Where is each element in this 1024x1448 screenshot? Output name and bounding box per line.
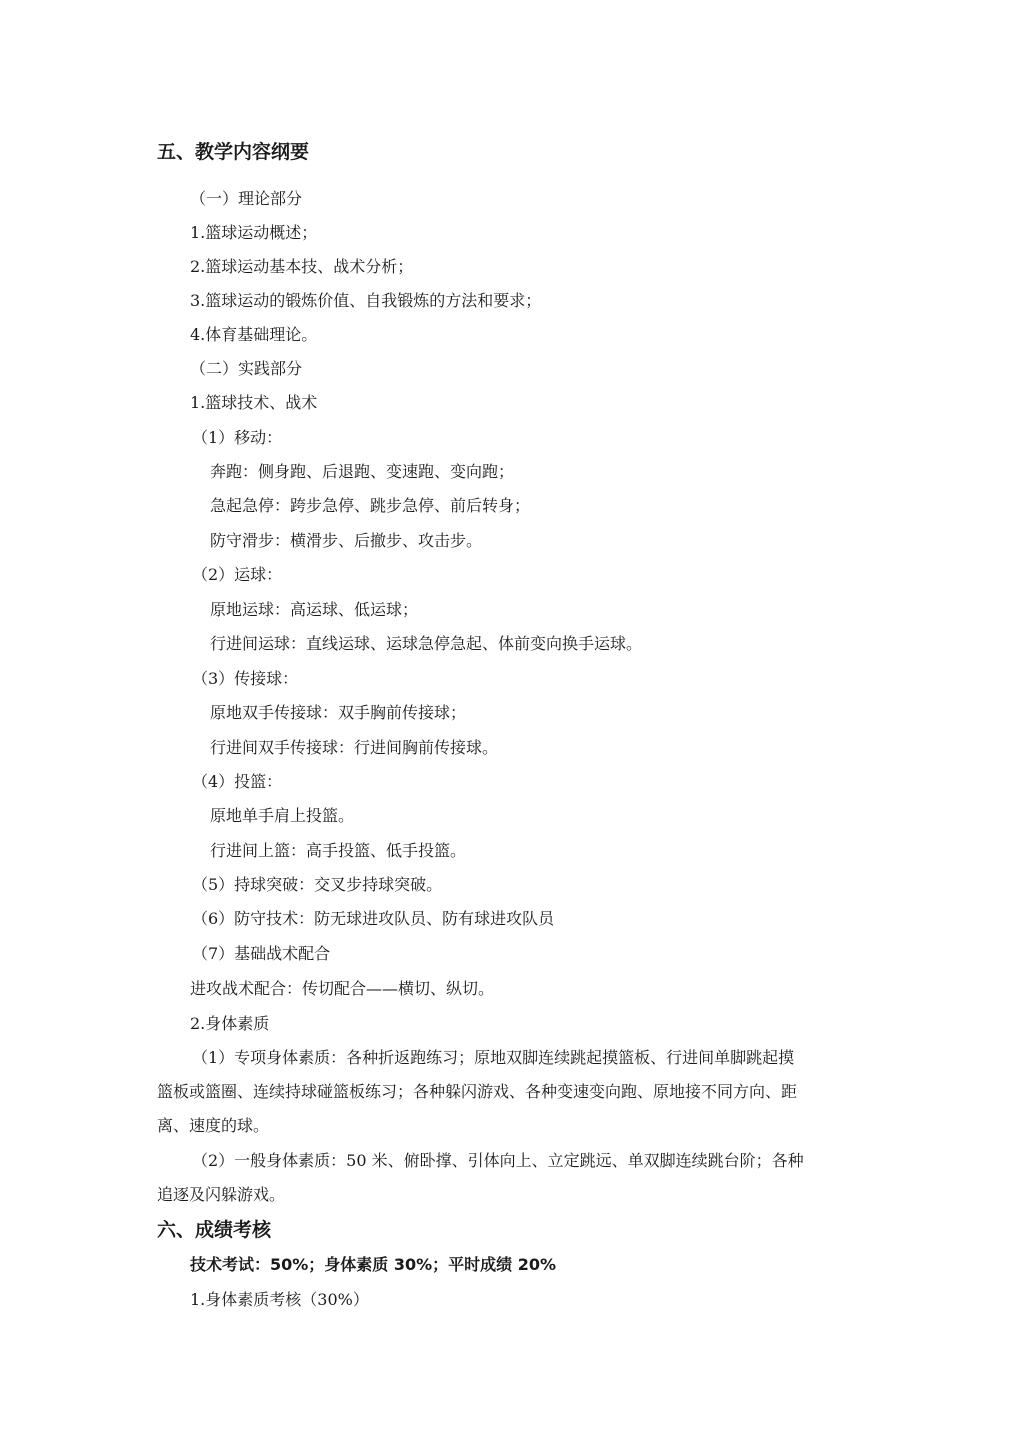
dribble-line-2: 行进间运球：直线运球、运球急停急起、体前变向换手运球。 xyxy=(210,634,643,653)
move-line-3: 防守滑步：横滑步、后撤步、攻击步。 xyxy=(210,531,483,550)
move-label: （1）移动： xyxy=(192,428,283,447)
shoot-label: （4）投篮： xyxy=(192,772,283,791)
special-fitness-line-3: 离、速度的球。 xyxy=(157,1116,270,1135)
pass-line-2: 行进间双手传接球：行进间胸前传接球。 xyxy=(210,738,499,757)
practice-label: （二）实践部分 xyxy=(190,359,303,378)
shoot-line-1: 原地单手肩上投篮。 xyxy=(210,806,355,825)
theory-item-1: 1.篮球运动概述； xyxy=(190,223,318,242)
move-line-1: 奔跑：侧身跑、后退跑、变速跑、变向跑； xyxy=(210,462,515,481)
section6-title: 六、成绩考核 xyxy=(157,1219,272,1241)
theory-label: （一）理论部分 xyxy=(190,189,303,208)
practice-tech-title: 1.篮球技术、战术 xyxy=(190,393,318,412)
theory-item-3: 3.篮球运动的锻炼价值、自我锻炼的方法和要求； xyxy=(190,291,542,310)
breakthrough-line: （5）持球突破：交叉步持球突破。 xyxy=(192,875,443,894)
pass-label: （3）传接球： xyxy=(192,669,299,688)
shoot-line-2: 行进间上篮：高手投篮、低手投篮。 xyxy=(210,841,467,860)
special-fitness-line-2: 篮板或篮圈、连续持球碰篮板练习；各种躲闪游戏、各种变速变向跑、原地接不同方向、距 xyxy=(157,1082,798,1101)
fitness-assessment-title: 1.身体素质考核（30%） xyxy=(190,1290,369,1309)
fitness-title: 2.身体素质 xyxy=(190,1014,270,1033)
general-fitness-line-1: （2）一般身体素质：50 米、俯卧撑、引体向上、立定跳远、单双脚连续跳台阶；各种 xyxy=(192,1151,804,1170)
dribble-label: （2）运球： xyxy=(192,565,283,584)
pass-line-1: 原地双手传接球：双手胸前传接球； xyxy=(210,703,467,722)
special-fitness-line-1: （1）专项身体素质：各种折返跑练习；原地双脚连续跳起摸篮板、行进间单脚跳起摸 xyxy=(192,1048,795,1067)
offense-line: 进攻战术配合：传切配合——横切、纵切。 xyxy=(190,979,495,998)
move-line-2: 急起急停：跨步急停、跳步急停、前后转身； xyxy=(210,496,531,515)
section5-title: 五、教学内容纲要 xyxy=(157,141,310,163)
theory-item-4: 4.体育基础理论。 xyxy=(190,325,318,344)
defense-line: （6）防守技术：防无球进攻队员、防有球进攻队员 xyxy=(192,909,555,928)
dribble-line-1: 原地运球：高运球、低运球； xyxy=(210,600,419,619)
grade-weights: 技术考试：50%；身体素质 30%；平时成绩 20% xyxy=(190,1255,557,1274)
general-fitness-line-2: 追逐及闪躲游戏。 xyxy=(157,1185,286,1204)
tactics-label: （7）基础战术配合 xyxy=(192,944,331,963)
theory-item-2: 2.篮球运动基本技、战术分析； xyxy=(190,257,414,276)
